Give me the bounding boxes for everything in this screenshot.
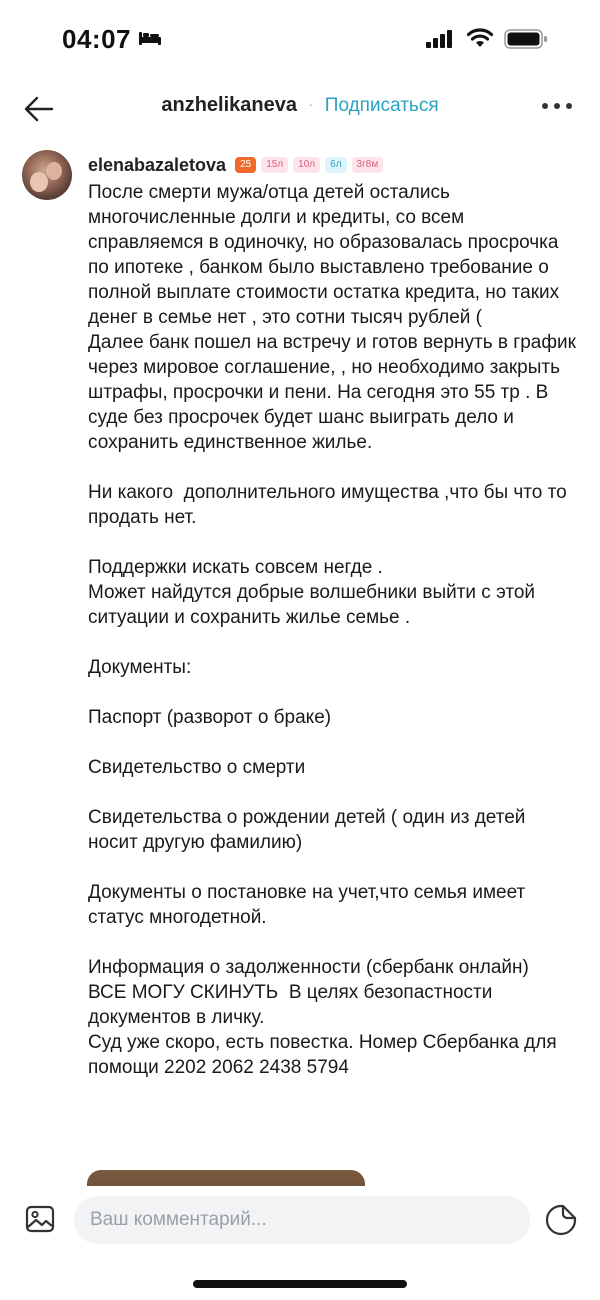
post-body [88, 180, 578, 1080]
level-badge: 25 [235, 157, 256, 173]
post-paragraph: Поддержки искать совсем негде . Может найдутся добрые волшебники выйти с этой ситуации и сохранить жилье семье . [88, 557, 536, 628]
comment-bar [0, 1186, 600, 1256]
sticker-icon[interactable] [544, 1203, 578, 1237]
post-paragraph: Информация о задолженности (сбербанк онлайн) ВСЕ МОГУ СКИНУТЬ В целях безопастности документов в личку. Суд уже скоро, есть повестка. Номер Сбербанка для помощи 2202 2062 2438 5794 [88, 957, 557, 1078]
battery-icon [504, 29, 548, 49]
image-icon[interactable] [24, 1203, 56, 1235]
post-header [88, 153, 383, 177]
bed-icon [138, 30, 162, 46]
child-age-badge: 10л [293, 157, 320, 173]
header [0, 80, 600, 136]
child-age-badge: 15л [261, 157, 288, 173]
header-title [0, 94, 600, 117]
post-paragraph: Ни какого дополнительного имущества ,что бы что то продать нет. [88, 482, 572, 528]
child-age-badge: 3г8м [352, 157, 384, 173]
header-username[interactable]: anzhelikaneva [161, 94, 297, 116]
child-age-badge: 6л [325, 157, 346, 173]
header-separator: · [308, 96, 314, 112]
post-paragraph: Документы: [88, 657, 192, 678]
subscribe-button[interactable]: Подписаться [324, 95, 439, 116]
status-bar [0, 0, 600, 80]
post-paragraph: Документы о постановке на учет,что семья имеет статус многодетной. [88, 882, 531, 928]
post-paragraph: Паспорт (разворот о браке) [88, 707, 332, 728]
signal-icon [426, 30, 454, 48]
status-time: 04:07 [62, 24, 131, 54]
avatar[interactable] [22, 150, 72, 200]
more-icon[interactable] [540, 94, 574, 118]
post-author[interactable]: elenabazaletova [88, 154, 227, 175]
wifi-icon [466, 28, 494, 48]
post-paragraph: Свидетельство о смерти [88, 757, 306, 778]
post-paragraph: Свидетельства о рождении детей ( один из детей носит другую фамилию) [88, 807, 531, 853]
post-paragraph: После смерти мужа/отца детей остались многочисленные долги и кредиты, со всем справляемся в одиночку, но образовалась просрочка по ипотеке , банком было выставлено требование о полной выплате стоимости остатка кредита, но таких денег в семье нет , это сотни тысяч рублей ( Далее банк пошел на встречу и готов вернуть в график через мировое соглашение, , но необходимо закрыть штрафы, просрочки и пени. На сегодня это 55 тр . В суде без просрочек будет шанс выиграть дело и сохранить единственное жилье. [88, 182, 576, 453]
comment-input[interactable] [74, 1196, 530, 1244]
home-indicator[interactable] [193, 1280, 407, 1288]
